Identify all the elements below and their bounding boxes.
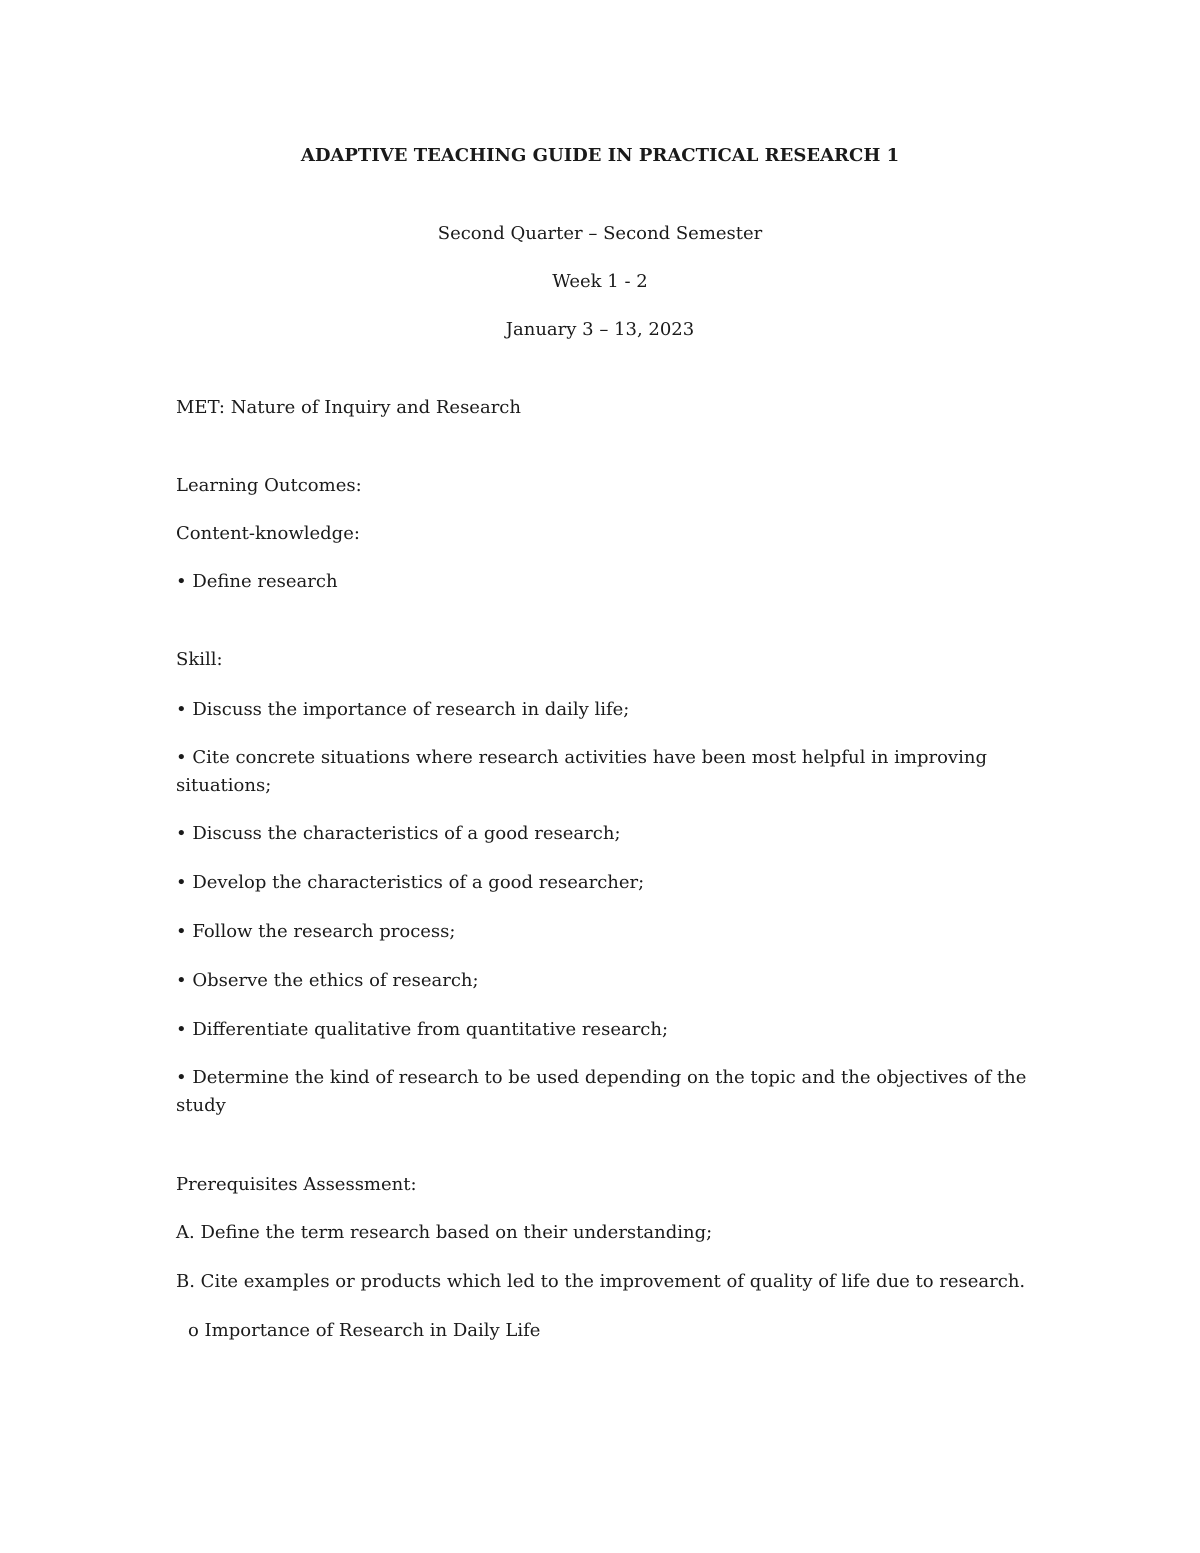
- quarter-line: Second Quarter – Second Semester: [437, 223, 763, 244]
- prerequisites-heading: Prerequisites Assessment:: [176, 1174, 417, 1195]
- list-item: • Discuss the characteristics of a good research;: [176, 823, 621, 844]
- date-line: January 3 – 13, 2023: [505, 319, 695, 340]
- content-knowledge-heading: Content-knowledge:: [176, 523, 360, 544]
- document-title: ADAPTIVE TEACHING GUIDE IN PRACTICAL RESEARCH 1: [300, 145, 900, 166]
- sub-list-item: o Importance of Research in Daily Life: [188, 1320, 541, 1341]
- list-item: B. Cite examples or products which led to the improvement of quality of life due to research.: [176, 1271, 1026, 1292]
- list-item-continuation: situations;: [176, 775, 272, 796]
- list-item: • Observe the ethics of research;: [176, 970, 479, 991]
- list-item: • Differentiate qualitative from quantitative research;: [176, 1019, 669, 1040]
- list-item: • Discuss the importance of research in daily life;: [176, 699, 630, 720]
- learning-outcomes-heading: Learning Outcomes:: [176, 475, 362, 496]
- list-item: • Define research: [176, 571, 338, 592]
- list-item: • Follow the research process;: [176, 921, 456, 942]
- skill-heading: Skill:: [176, 649, 223, 670]
- list-item: • Cite concrete situations where research activities have been most helpful in improving: [176, 747, 987, 768]
- list-item: • Develop the characteristics of a good researcher;: [176, 872, 645, 893]
- list-item: A. Define the term research based on their understanding;: [176, 1222, 713, 1243]
- list-item: • Determine the kind of research to be used depending on the topic and the objectives of the: [176, 1067, 1027, 1088]
- week-line: Week 1 - 2: [552, 271, 648, 292]
- list-item-continuation: study: [176, 1095, 226, 1116]
- met-line: MET: Nature of Inquiry and Research: [176, 397, 521, 418]
